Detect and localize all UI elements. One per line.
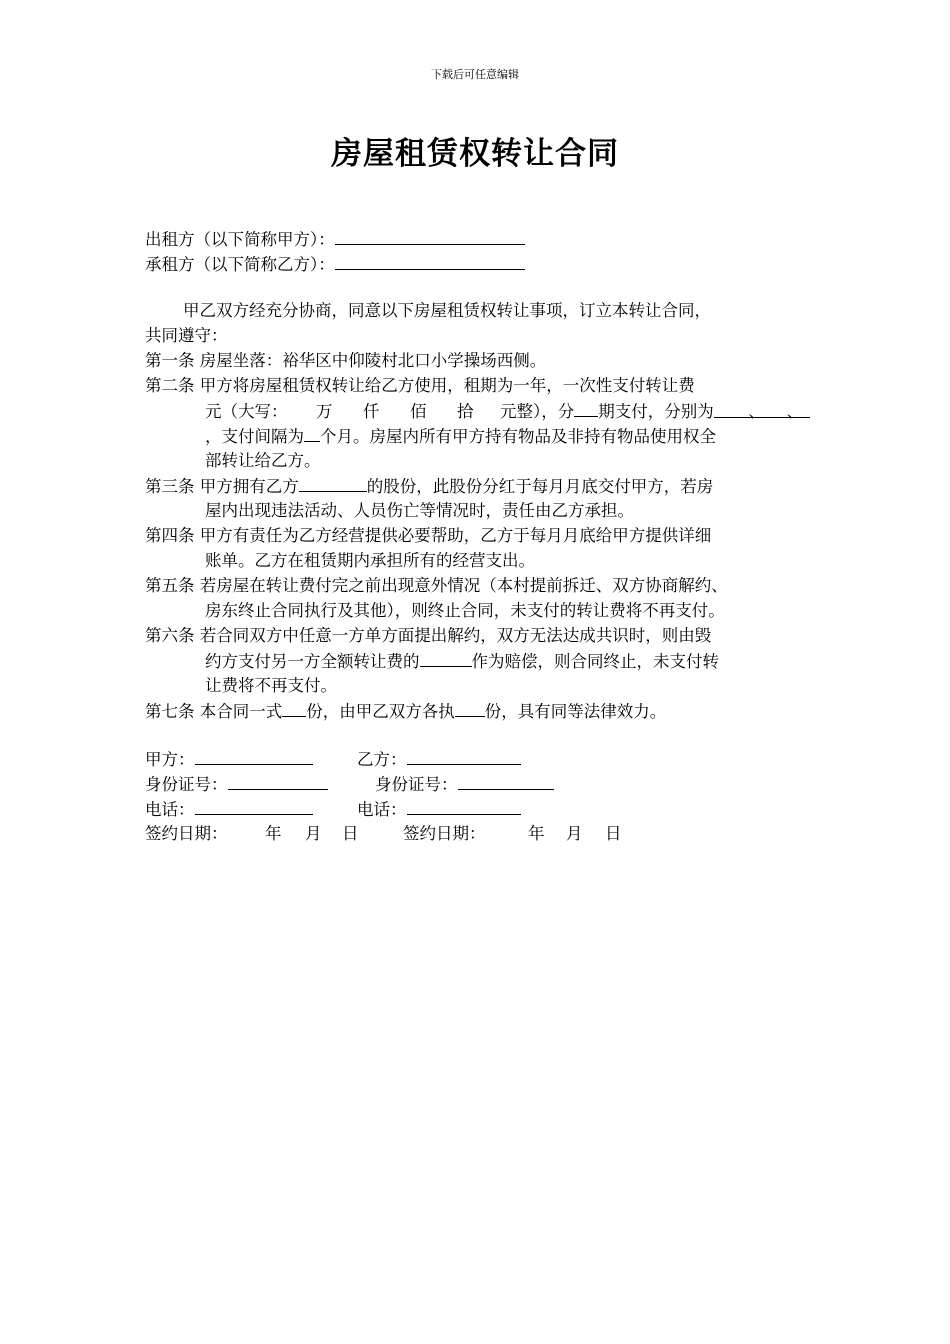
- lessor-name-field[interactable]: [335, 226, 525, 245]
- unit-yuan: 元整）: [500, 402, 542, 421]
- intro-line-2: 共同遵守：: [145, 326, 228, 345]
- penalty-ratio-field[interactable]: [420, 648, 472, 667]
- party-a-field[interactable]: [195, 746, 313, 765]
- article-6-line-1: [145, 623, 815, 648]
- copies-each-field[interactable]: [455, 698, 485, 717]
- date-a-month: 月: [305, 824, 322, 843]
- article-3-line-2: 屋内出现违法活动、人员伤亡等情况时，责任由乙方承担。: [205, 501, 634, 520]
- date-b-day: 日: [605, 824, 622, 843]
- phone-b-label: 电话：: [357, 800, 407, 819]
- article-1: [145, 348, 815, 373]
- id-b-label: 身份证号：: [375, 775, 458, 794]
- article-6-text-1: 若合同双方中任意一方单方面提出解约，双方无法达成共识时，则由毁: [199, 626, 712, 645]
- article-2-line-3: [145, 423, 815, 448]
- article-5-label: 第五条: [145, 576, 195, 595]
- article-2-text-3a: ，支付间隔为: [205, 427, 304, 446]
- date-a-day: 日: [342, 824, 359, 843]
- unit-bai: 佰: [410, 402, 427, 421]
- article-5-line-1: [145, 573, 815, 598]
- lessor-label: 出租方（以下简称甲方）：: [145, 230, 335, 249]
- article-6-label: 第六条: [145, 626, 195, 645]
- phone-b-field[interactable]: [407, 796, 521, 815]
- unit-wan: 万: [316, 402, 333, 421]
- signature-phone-row: [145, 796, 815, 821]
- signature-date-row: [145, 821, 815, 846]
- unit-qian: 仟: [363, 402, 380, 421]
- copies-total-field[interactable]: [282, 698, 306, 717]
- installments-field[interactable]: [574, 398, 598, 417]
- contract-body: [145, 298, 815, 723]
- article-2-text-3b: 个月。房屋内所有甲方持有物品及非持有物品使用权全: [320, 427, 716, 446]
- phone-a-label: 电话：: [145, 800, 195, 819]
- header-note: 下载后可任意编辑: [431, 68, 519, 81]
- phone-a-field[interactable]: [195, 796, 313, 815]
- signature-id-row: [145, 771, 815, 796]
- intro-line-1: 甲乙双方经充分协商，同意以下房屋租赁权转让事项，订立本转让合同，: [183, 301, 711, 320]
- payment-interval-field[interactable]: [304, 423, 320, 442]
- article-3-line-1: [145, 473, 815, 498]
- article-2-line-2: [145, 398, 815, 423]
- date-b-label: 签约日期：: [403, 824, 486, 843]
- article-5-line-2: 房东终止合同执行及其他），则终止合同，未支付的转让费将不再支付。: [205, 601, 725, 620]
- article-3-text-1b: 的股份，此股份分红于每月月底交付甲方，若房: [366, 477, 714, 496]
- article-4-text-1: 甲方有责任为乙方经营提供必要帮助，乙方于每月月底给甲方提供详细: [199, 526, 712, 545]
- article-7-label: 第七条: [145, 702, 195, 721]
- page-title: 房屋租赁权转让合同: [331, 136, 619, 172]
- article-6-line-3: 让费将不再支付。: [205, 676, 337, 695]
- lessee-line: [145, 251, 815, 276]
- date-a-label: 签约日期：: [145, 824, 228, 843]
- article-2-text-2c: 期支付，分别为: [598, 402, 714, 421]
- article-2-text-2a: 元（大写：: [205, 402, 288, 421]
- id-b-field[interactable]: [458, 771, 554, 790]
- article-4-label: 第四条: [145, 526, 195, 545]
- installment-amounts-field[interactable]: [714, 399, 810, 421]
- article-6-text-2a: 约方支付另一方全额转让费的: [205, 652, 420, 671]
- article-4-line-2: 账单。乙方在租赁期内承担所有的经营支出。: [205, 551, 535, 570]
- lessor-line: [145, 226, 815, 251]
- article-1-text: 房屋坐落：裕华区中仰陵村北口小学操场西侧。: [199, 351, 547, 370]
- lessee-label: 承租方（以下简称乙方）：: [145, 255, 335, 274]
- party-b-label: 乙方：: [357, 750, 407, 769]
- party-a-label: 甲方：: [145, 750, 195, 769]
- article-1-label: 第一条: [145, 351, 195, 370]
- party-b-field[interactable]: [407, 746, 521, 765]
- article-3-text-1a: 甲方拥有乙方: [199, 477, 299, 496]
- date-b-year: 年: [528, 824, 545, 843]
- article-6-line-2: [145, 648, 815, 673]
- article-7-text-1c: 份，具有同等法律效力。: [484, 702, 667, 721]
- unit-shi: 拾: [457, 402, 474, 421]
- article-2-line-1: [145, 373, 815, 398]
- article-6-text-2b: 作为赔偿，则合同终止，未支付转: [471, 652, 719, 671]
- article-2-text-2b: ，分: [541, 402, 575, 421]
- article-2-label: 第二条: [145, 376, 195, 395]
- separator-2: 、: [786, 402, 804, 421]
- article-4-line-1: [145, 523, 815, 548]
- article-2-line-4: 部转让给乙方。: [205, 451, 321, 470]
- id-a-field[interactable]: [228, 771, 328, 790]
- separator-1: 、: [748, 402, 757, 421]
- parties-section: [145, 226, 815, 276]
- article-3-label: 第三条: [145, 477, 195, 496]
- signature-party-row: [145, 746, 815, 771]
- article-2-text-1: 甲方将房屋租赁权转让给乙方使用，租期为一年，一次性支付转让费: [199, 376, 695, 395]
- id-a-label: 身份证号：: [145, 775, 228, 794]
- signature-section: [145, 746, 815, 846]
- article-7-text-1a: 本合同一式: [199, 702, 283, 721]
- date-a-year: 年: [265, 824, 282, 843]
- article-7-text-1b: 份，由甲乙双方各执: [306, 702, 455, 721]
- lessee-name-field[interactable]: [335, 251, 525, 270]
- article-7-line-1: [145, 698, 815, 723]
- date-b-month: 月: [566, 824, 583, 843]
- share-percentage-field[interactable]: [299, 473, 367, 492]
- article-5-text-1: 若房屋在转让费付完之前出现意外情况（本村提前拆迁、双方协商解约、: [199, 576, 728, 595]
